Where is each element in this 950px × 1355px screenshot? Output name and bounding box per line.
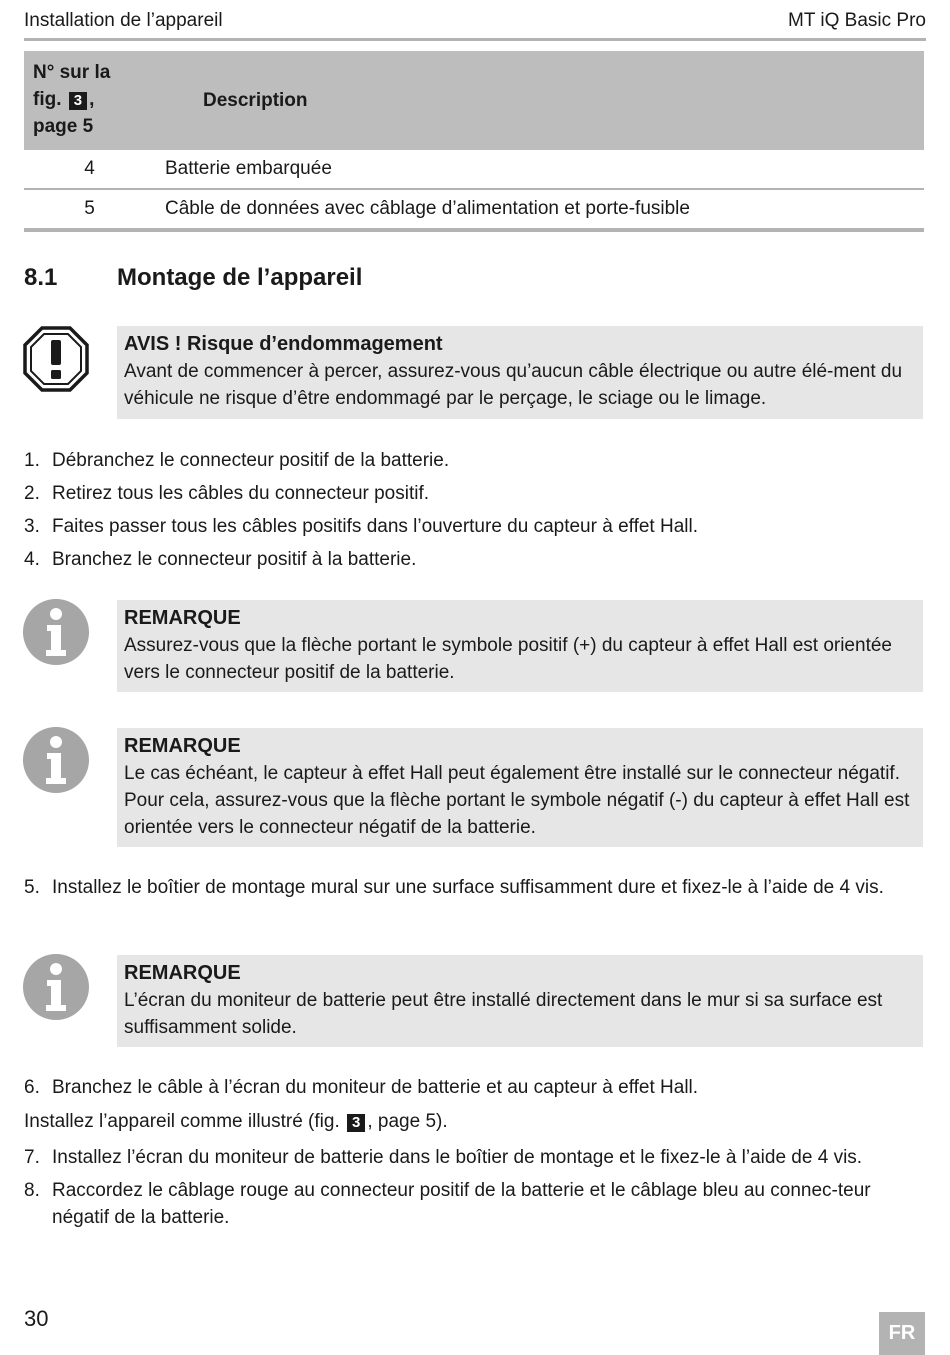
list-item: 1. Débranchez le connecteur positif de la batterie. — [24, 450, 450, 471]
octagon-exclamation-icon — [22, 325, 90, 393]
info-icon — [22, 953, 90, 1021]
remark-text: Le cas échéant, le capteur à effet Hall peut également être installé sur le connecteur négatif. Pour cela, assurez-vous que la flèche portant le symbole négatif (-) du capteur à effet Hall est orientée vers le connecteur négatif de la batterie. — [124, 763, 910, 838]
row-description: Câble de données avec câblage d’alimentation et porte-fusible — [155, 189, 924, 230]
steps-list-b — [24, 874, 924, 907]
remark-box — [117, 728, 923, 847]
section-title: Montage de l’appareil — [117, 264, 363, 291]
list-item: 3. Faites passer tous les câbles positifs dans l’ouverture du capteur à effet Hall. — [24, 516, 698, 537]
remark-title: REMARQUE — [124, 962, 241, 984]
install-paragraph: Installez l’appareil comme illustré (fig. 3 , page 5). — [24, 1111, 448, 1132]
table-header-description: Description — [155, 51, 924, 150]
steps-list-d — [24, 1144, 924, 1237]
warning-text: Avant de commencer à percer, assurez-vous qu’aucun câble électrique ou autre élé-ment du véhicule ne risque d’être endommagé par le perçage, le sciage ou le limage. — [124, 361, 903, 409]
figure-ref-badge: 3 — [69, 92, 87, 110]
list-item: 2. Retirez tous les câbles du connecteur positif. — [24, 483, 430, 504]
section-heading — [24, 264, 362, 292]
remark-text: L’écran du moniteur de batterie peut être installé directement dans le mur si sa surface est suffisamment solide. — [124, 990, 883, 1038]
remark-title: REMARQUE — [124, 607, 241, 629]
page-header — [24, 8, 926, 41]
table-header-row — [24, 51, 924, 150]
row-number: 4 — [24, 150, 155, 189]
remark-box — [117, 600, 923, 692]
list-item: 6. Branchez le câble à l’écran du moniteur de batterie et au capteur à effet Hall. — [24, 1077, 699, 1098]
table-row — [24, 150, 924, 189]
table-row — [24, 189, 924, 230]
list-item: 4. Branchez le connecteur positif à la batterie. — [24, 549, 417, 570]
remark-title: REMARQUE — [124, 735, 241, 757]
warning-title: AVIS ! Risque d’endommagement — [124, 333, 443, 355]
table-header-number: N° sur la fig. 3 , page 5 — [24, 51, 155, 150]
figure-ref-badge: 3 — [347, 1114, 365, 1132]
steps-list-c — [24, 1074, 924, 1107]
list-item: 5. Installez le boîtier de montage mural sur une surface suffisamment dure et fixez-le à l’aide de 4 vis. — [24, 877, 884, 898]
header-chapter: Installation de l’appareil — [24, 10, 223, 31]
page-number: 30 — [24, 1306, 49, 1331]
info-icon — [22, 598, 90, 666]
remark-box — [117, 955, 923, 1047]
header-product: MT iQ Basic Pro — [788, 10, 926, 31]
parts-table — [24, 51, 924, 232]
list-item: 8. Raccordez le câblage rouge au connecteur positif de la batterie et le câblage bleu au connec-teur négatif de la batterie. — [24, 1180, 871, 1228]
list-item: 7. Installez l’écran du moniteur de batterie dans le boîtier de montage et le fixez-le à l’aide de 4 vis. — [24, 1147, 863, 1168]
steps-list-a — [24, 447, 924, 579]
row-number: 5 — [24, 189, 155, 230]
section-number: 8.1 — [24, 264, 58, 291]
remark-text: Assurez-vous que la flèche portant le symbole positif (+) du capteur à effet Hall est orientée vers le connecteur positif de la batterie. — [124, 635, 892, 683]
row-description: Batterie embarquée — [155, 150, 924, 189]
language-badge: FR — [879, 1312, 925, 1355]
info-icon — [22, 726, 90, 794]
warning-box — [117, 326, 923, 419]
